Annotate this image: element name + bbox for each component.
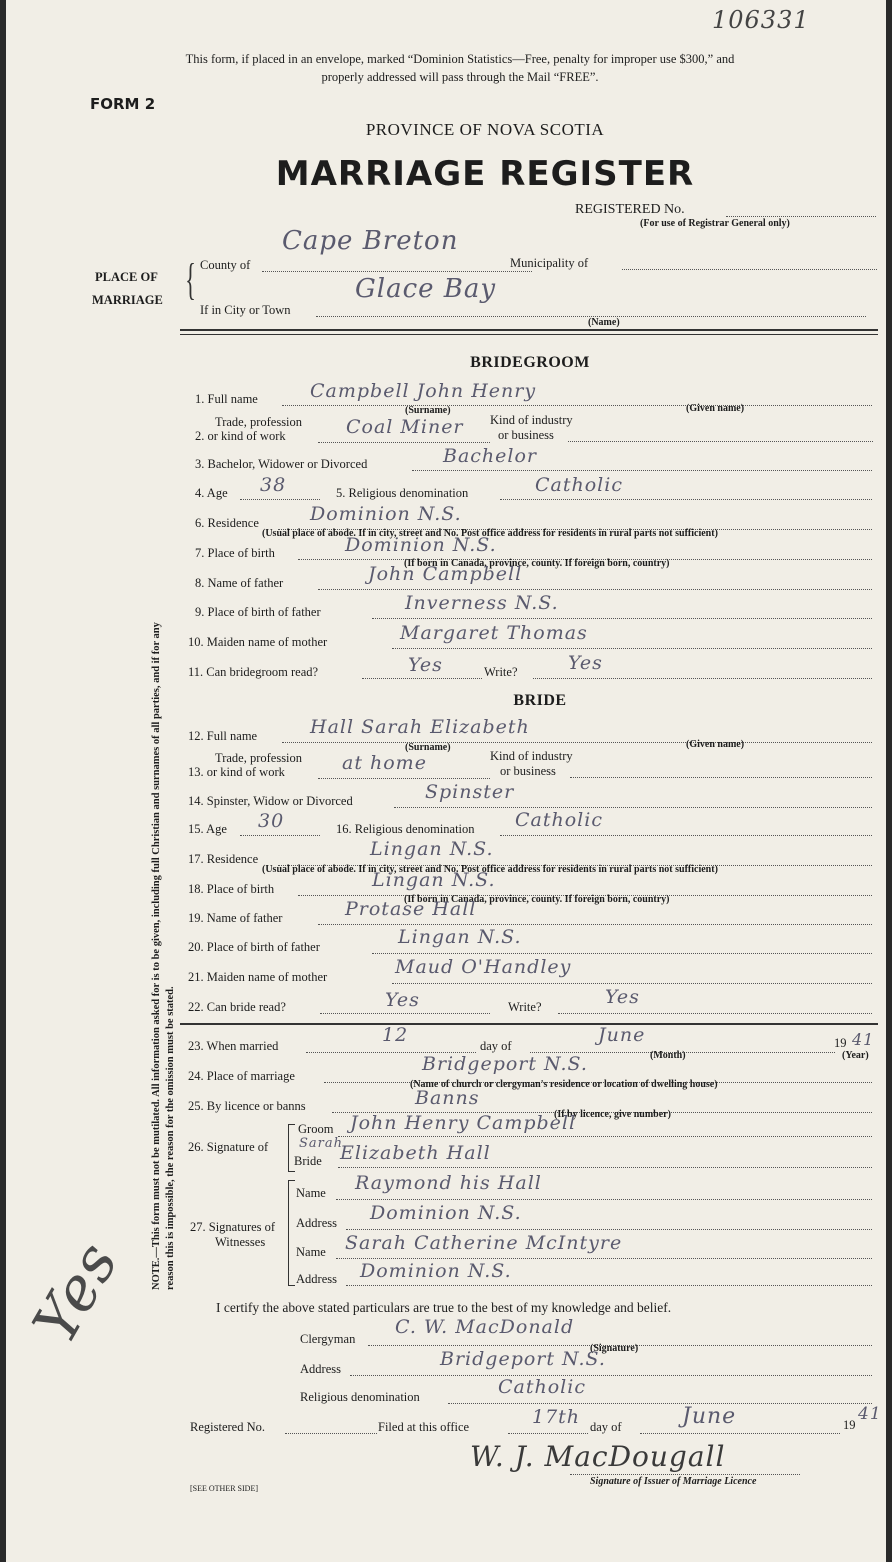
- groom-write-label: Write?: [484, 665, 518, 679]
- bride-marital: Spinster: [425, 781, 515, 803]
- clergyman-sig-note: (Signature): [590, 1343, 639, 1354]
- bride-sig-extra: Sarah: [299, 1136, 343, 1151]
- groom-f11-label: 11. Can bridegroom read?: [188, 665, 319, 679]
- bride-industry-label-a: Kind of industry: [490, 749, 573, 763]
- groom-father-birth: Inverness N.S.: [405, 592, 559, 614]
- bride-father-line: [318, 924, 872, 925]
- clergy-address-line: [350, 1375, 872, 1376]
- w2-address-line: [346, 1285, 872, 1286]
- issuer-signature: W. J. MacDougall: [470, 1440, 726, 1473]
- clergy-religion: Catholic: [498, 1376, 586, 1398]
- marriage-place-note: (Name of church or clergyman's residence or location of dwelling house): [410, 1079, 718, 1090]
- place-brace: {: [185, 255, 196, 304]
- bride-read-line: [320, 1013, 490, 1014]
- groom-mother: Margaret Thomas: [400, 622, 588, 644]
- bride-age: 30: [258, 810, 285, 832]
- marriage-f26-label: 26. Signature of: [188, 1140, 269, 1154]
- filing-day-line: [508, 1433, 588, 1434]
- municipality-label: Municipality of: [510, 256, 589, 270]
- bride-signature: Elizabeth Hall: [340, 1142, 491, 1164]
- groom-f1-label: 1. Full name: [195, 392, 258, 406]
- marriage-f25-label: 25. By licence or banns: [188, 1099, 306, 1113]
- marriage-by: Banns: [415, 1087, 480, 1109]
- filing-month-line: [640, 1433, 840, 1434]
- filing-day: 17th: [532, 1406, 581, 1428]
- bride-f20-label: 20. Place of birth of father: [188, 940, 320, 954]
- groom-given-note: (Given name): [686, 403, 745, 414]
- bride-surname-note: (Surname): [405, 742, 451, 753]
- marriage-f24-label: 24. Place of marriage: [188, 1069, 295, 1083]
- scan-border-left: [0, 0, 6, 1562]
- marriage-year-value: 41: [852, 1030, 875, 1049]
- bride-religion: Catholic: [515, 809, 603, 831]
- bride-mother: Maud O'Handley: [395, 956, 572, 978]
- clergy-religion-label: Religious denomination: [300, 1390, 420, 1404]
- marriage-f27-label-a: 27. Signatures of: [190, 1220, 276, 1234]
- w2-address-label: Address: [296, 1272, 337, 1286]
- bride-f13-label-b: 13. or kind of work: [188, 765, 285, 779]
- place-label-2: MARRIAGE: [92, 293, 163, 307]
- clergy-address: Bridgeport N.S.: [440, 1348, 606, 1370]
- bride-write: Yes: [605, 986, 640, 1008]
- groom-sig-line: [338, 1136, 872, 1137]
- bride-f21-label: 21. Maiden name of mother: [188, 970, 328, 984]
- groom-f9-label: 9. Place of birth of father: [195, 605, 321, 619]
- marriage-f23-label: 23. When married: [188, 1039, 279, 1053]
- filing-year-value: 41: [858, 1404, 882, 1424]
- groom-birthplace: Dominion N.S.: [345, 534, 497, 556]
- groom-write: Yes: [568, 652, 603, 674]
- note-text: NOTE.—This form must not be mutilated. All information asked for is to be given, including full Christian and surnames of all parties, and if for any reason this is impossible, the reason for the omission must be stated.: [151, 622, 176, 1290]
- filing-year-prefix: 19: [843, 1418, 856, 1432]
- margin-handwriting: Yes: [20, 1230, 133, 1355]
- bride-marital-line: [394, 807, 872, 808]
- bride-write-line: [558, 1013, 872, 1014]
- bride-f17-label: 17. Residence: [188, 852, 259, 866]
- groom-residence-note: (Usual place of abode. If in city, street and No. Post office address for residents in rural parts not sufficient): [262, 528, 718, 539]
- w1-name: Raymond his Hall: [355, 1172, 542, 1194]
- form-number: FORM 2: [90, 95, 156, 113]
- groom-trade: Coal Miner: [346, 416, 464, 438]
- groom-religion-line: [500, 499, 872, 500]
- city-value: Glace Bay: [355, 274, 497, 304]
- filing-month: June: [682, 1404, 737, 1429]
- bride-trade: at home: [342, 752, 427, 774]
- marriage-f27-label-b: Witnesses: [215, 1235, 266, 1249]
- bride-f12-label: 12. Full name: [188, 729, 258, 743]
- bride-heading: BRIDE: [513, 692, 567, 709]
- clergyman-signature: C. W. MacDonald: [395, 1316, 575, 1338]
- groom-full-name: Campbell John Henry: [310, 380, 537, 402]
- see-other-side: [SEE OTHER SIDE]: [190, 1484, 258, 1493]
- groom-age-line: [240, 499, 320, 500]
- bride-f13-label-a: Trade, profession: [215, 751, 303, 765]
- groom-industry-line: [568, 441, 873, 442]
- bride-read: Yes: [385, 989, 420, 1011]
- groom-f6-label: 6. Residence: [195, 516, 259, 530]
- w1-name-label: Name: [296, 1186, 326, 1200]
- groom-industry-label-b: or business: [498, 428, 554, 442]
- groom-residence: Dominion N.S.: [310, 503, 462, 525]
- bride-residence: Lingan N.S.: [370, 838, 494, 860]
- filing-day-of-label: day of: [590, 1420, 622, 1434]
- marriage-month: June: [598, 1024, 646, 1046]
- page-title: MARRIAGE REGISTER: [275, 154, 695, 194]
- groom-father-line: [318, 589, 872, 590]
- top-number: 106331: [712, 6, 810, 34]
- bride-f15-label: 15. Age: [188, 822, 227, 836]
- bride-trade-line: [318, 778, 490, 779]
- groom-birth-note: (If born in Canada, province, county. If foreign born, country): [404, 558, 670, 569]
- divider-middle: [180, 1023, 878, 1025]
- bride-f19-label: 19. Name of father: [188, 911, 283, 925]
- place-label-1: PLACE OF: [95, 270, 158, 284]
- bride-f16-label: 16. Religious denomination: [336, 822, 475, 836]
- groom-name-line: [282, 405, 872, 406]
- registered-no-line: [726, 216, 876, 217]
- groom-f10-label: 10. Maiden name of mother: [188, 635, 328, 649]
- groom-father-birth-line: [372, 618, 872, 619]
- w1-name-line: [336, 1199, 872, 1200]
- scan-border-right: [886, 0, 892, 1562]
- groom-heading: BRIDEGROOM: [470, 354, 590, 371]
- bride-father: Protase Hall: [345, 898, 477, 920]
- clergy-religion-line: [448, 1403, 872, 1404]
- bride-f14-label: 14. Spinster, Widow or Divorced: [188, 794, 353, 808]
- witness-bracket: [288, 1180, 295, 1286]
- bride-f18-label: 18. Place of birth: [188, 882, 275, 896]
- province-heading: PROVINCE OF NOVA SCOTIA: [365, 120, 605, 139]
- marriage-place: Bridgeport N.S.: [422, 1053, 588, 1075]
- marriage-day-of-label: day of: [480, 1039, 512, 1053]
- municipality-line: [622, 269, 877, 270]
- marriage-month-note: (Month): [650, 1050, 686, 1061]
- bride-birthplace: Lingan N.S.: [372, 869, 496, 891]
- groom-industry-label-a: Kind of industry: [490, 413, 573, 427]
- marriage-year-prefix: 19: [834, 1036, 847, 1050]
- marriage-year-note: (Year): [842, 1050, 869, 1061]
- bride-father-birth-line: [372, 953, 872, 954]
- marriage-day: 12: [382, 1024, 409, 1046]
- bride-industry-label-b: or business: [500, 764, 556, 778]
- city-name-note: (Name): [588, 317, 620, 328]
- filing-filed-label: Filed at this office: [378, 1420, 470, 1434]
- bride-father-birth: Lingan N.S.: [398, 926, 522, 948]
- bride-given-note: (Given name): [686, 739, 745, 750]
- bride-birth-note: (If born in Canada, province, county. If foreign born, country): [404, 894, 670, 905]
- w2-name-line: [336, 1258, 872, 1259]
- w2-address: Dominion N.S.: [360, 1260, 512, 1282]
- w1-address-label: Address: [296, 1216, 337, 1230]
- postal-notice-2: properly addressed will pass through the Mail “FREE”.: [321, 70, 599, 84]
- certify-text: I certify the above stated particulars are true to the best of my knowledge and belief.: [216, 1300, 672, 1315]
- groom-mother-line: [392, 648, 872, 649]
- groom-marital-line: [412, 470, 872, 471]
- groom-father: John Campbell: [368, 563, 523, 585]
- filing-registered-label: Registered No.: [190, 1420, 265, 1434]
- marriage-licence-note: (If by licence, give number): [554, 1109, 671, 1120]
- w1-address: Dominion N.S.: [370, 1202, 522, 1224]
- divider-top: [180, 329, 878, 331]
- groom-surname-note: (Surname): [405, 405, 451, 416]
- groom-signature: John Henry Campbell: [350, 1112, 577, 1134]
- groom-f2-label-a: Trade, profession: [215, 415, 303, 429]
- county-value: Cape Breton: [282, 226, 459, 256]
- bride-full-name: Hall Sarah Elizabeth: [310, 716, 530, 738]
- groom-sig-label: Groom: [298, 1122, 334, 1136]
- groom-f2-label-b: 2. or kind of work: [195, 429, 286, 443]
- groom-age: 38: [260, 474, 287, 496]
- clergy-address-label: Address: [300, 1362, 341, 1376]
- groom-f5-label: 5. Religious denomination: [336, 486, 469, 500]
- bride-age-line: [240, 835, 320, 836]
- postal-notice-1: This form, if placed in an envelope, marked “Dominion Statistics—Free, penalty for improper use $300,” and: [185, 52, 735, 66]
- groom-read-line: [362, 678, 482, 679]
- bride-f22-label: 22. Can bride read?: [188, 1000, 286, 1014]
- divider-top-thin: [180, 334, 878, 335]
- bride-mother-line: [392, 983, 872, 984]
- issuer-line: [570, 1474, 800, 1475]
- groom-religion: Catholic: [535, 474, 623, 496]
- groom-trade-line: [318, 442, 490, 443]
- groom-f3-label: 3. Bachelor, Widower or Divorced: [195, 457, 368, 471]
- groom-f7-label: 7. Place of birth: [195, 546, 275, 560]
- registered-no-label: REGISTERED No.: [575, 202, 685, 217]
- county-label: County of: [200, 258, 251, 272]
- groom-write-line: [533, 678, 872, 679]
- bride-name-line: [282, 742, 872, 743]
- bride-sig-label: Bride: [294, 1154, 322, 1168]
- bride-religion-line: [500, 835, 872, 836]
- city-label: If in City or Town: [200, 303, 291, 317]
- bride-sig-line: [338, 1167, 872, 1168]
- issuer-note: Signature of Issuer of Marriage Licence: [590, 1476, 757, 1487]
- bride-write-label: Write?: [508, 1000, 542, 1014]
- bride-residence-note: (Usual place of abode. If in city, street and No. Post office address for residents in rural parts not sufficient): [262, 864, 718, 875]
- groom-f4-label: 4. Age: [195, 486, 228, 500]
- county-line: [262, 271, 532, 272]
- w2-name-label: Name: [296, 1245, 326, 1259]
- groom-f8-label: 8. Name of father: [195, 576, 284, 590]
- registered-no-note: (For use of Registrar General only): [640, 218, 790, 229]
- groom-read: Yes: [408, 654, 443, 676]
- w2-name: Sarah Catherine McIntyre: [345, 1232, 623, 1254]
- bride-industry-line: [570, 777, 872, 778]
- clergyman-label: Clergyman: [300, 1332, 356, 1346]
- w1-address-line: [346, 1229, 872, 1230]
- filing-registered-line: [285, 1433, 377, 1434]
- groom-marital: Bachelor: [443, 445, 538, 467]
